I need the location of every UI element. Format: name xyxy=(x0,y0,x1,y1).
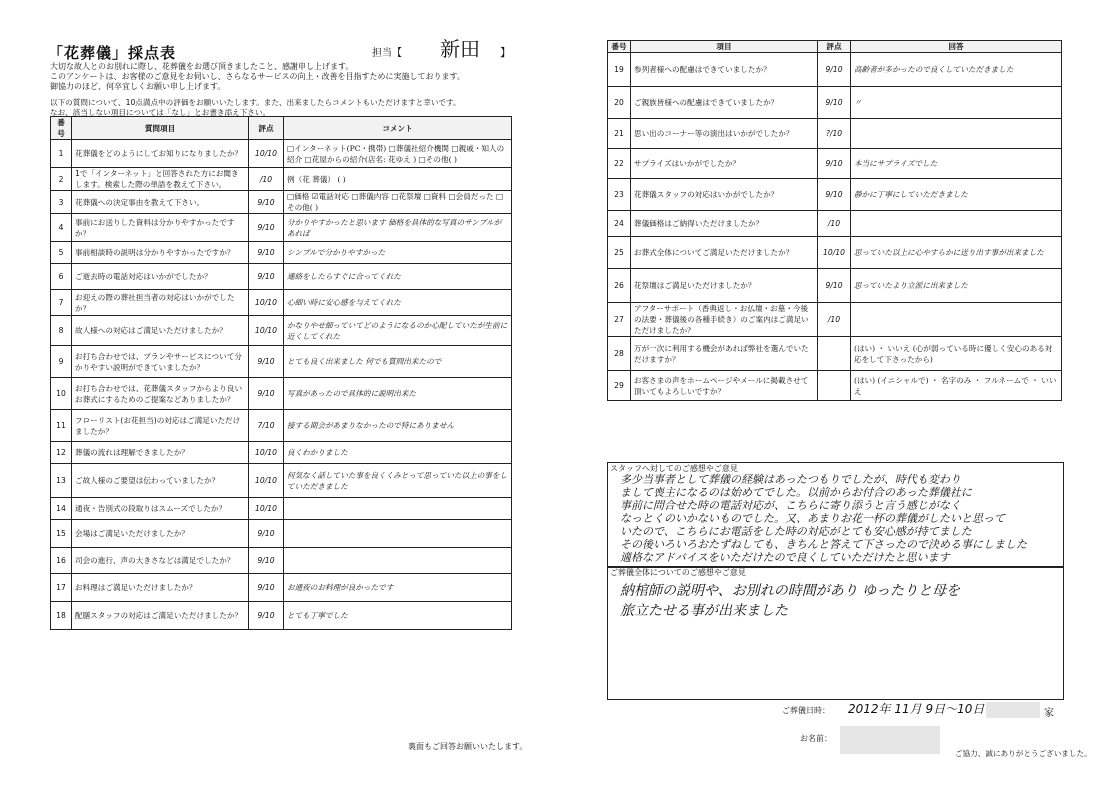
feedback-line: その後いろいろおたずねしても、きちんと答えて下さったので決める事にしました xyxy=(620,538,1027,551)
question-row xyxy=(51,574,512,602)
instruction-line: 以下の質問について、10点満点中の評価をお願いいたします。また、出来ましたらコメントもいただけますと幸いです。 xyxy=(50,98,461,107)
question-text: 司会の進行、声の大きさなどは満足でしたか？ xyxy=(72,548,249,574)
score-value: 10/10 xyxy=(249,498,284,520)
question-row xyxy=(51,242,512,264)
question-text: ご逝去時の電話対応はいかがでしたか？ xyxy=(72,264,249,290)
row-number: 21 xyxy=(608,119,631,149)
score-value: 10/10 xyxy=(249,442,284,464)
row-number: 1 xyxy=(51,140,72,168)
row-number: 8 xyxy=(51,316,72,346)
question-row xyxy=(51,378,512,410)
feedback-line: いたので、こちらにお電話をした時の対応がとても安心感が持てました xyxy=(620,525,972,538)
answer-row xyxy=(608,53,1062,87)
intro-text xyxy=(50,62,510,92)
header-no: 番号 xyxy=(51,117,72,140)
row-number: 5 xyxy=(51,242,72,264)
score-value xyxy=(818,337,851,371)
name-label: お名前： xyxy=(800,734,832,743)
header-item: 項目 xyxy=(631,41,818,53)
answer-row xyxy=(608,337,1062,371)
intro-line: このアンケートは、お客様のご意見をお伺いし、さらなるサービスの向上・改善を目指すために実施しております。 xyxy=(50,72,465,81)
question-row xyxy=(51,140,512,168)
answer-text: 静かに丁寧にしていただきました xyxy=(851,179,1062,211)
header-question: 質問項目 xyxy=(72,117,249,140)
row-number: 27 xyxy=(608,303,631,337)
question-text: 事前相談時の説明は分かりやすかったですか？ xyxy=(72,242,249,264)
row-number: 15 xyxy=(51,520,72,548)
comment-text: □インターネット(PC・携帯) □葬儀社紹介機関 □親戚・知人の紹介 □花屋からの紹介(店名: 花ゆえ ) □その他( ) xyxy=(284,140,512,168)
staff-label: 担当【 xyxy=(372,48,402,59)
score-value: 9/10 xyxy=(249,191,284,214)
staff-name: 新田 xyxy=(440,37,480,61)
score-value: /10 xyxy=(818,211,851,237)
score-value: 9/10 xyxy=(249,602,284,630)
question-text: フローリスト(お花担当)の対応はご満足いただけましたか？ xyxy=(72,410,249,442)
overall-feedback-label: ご葬儀全体についてのご感想やご意見 xyxy=(610,568,746,577)
row-number: 4 xyxy=(51,214,72,242)
question-text: 通夜・告別式の段取りはスムーズでしたか？ xyxy=(72,498,249,520)
score-value: 9/10 xyxy=(249,346,284,378)
staff-bracket-close: 】 xyxy=(500,46,511,59)
question-row xyxy=(51,520,512,548)
question-row xyxy=(51,464,512,498)
score-value: ?/10 xyxy=(818,119,851,149)
score-value: 9/10 xyxy=(249,378,284,410)
score-value: 9/10 xyxy=(249,264,284,290)
score-value: 7/10 xyxy=(249,410,284,442)
answer-row xyxy=(608,211,1062,237)
question-row xyxy=(51,442,512,464)
thanks-text: ご協力、誠にありがとうございました。 xyxy=(955,749,1092,758)
overall-feedback-box xyxy=(607,566,1064,700)
row-number: 19 xyxy=(608,53,631,87)
overall-feedback-text xyxy=(620,581,960,621)
score-value: 9/10 xyxy=(818,87,851,119)
row-number: 11 xyxy=(51,410,72,442)
question-text: 花葬儀への決定事由を教えて下さい。 xyxy=(72,191,249,214)
question-text: お打ち合わせでは、花葬儀スタッフからより良いお葬式にするためのご提案などありましたか？ xyxy=(72,378,249,410)
answer-text: 〃 xyxy=(851,87,1062,119)
score-value: 10/10 xyxy=(249,290,284,316)
answer-text: (はい) (イニシャルで) ・ 名字のみ ・ フルネームで ・ いいえ xyxy=(851,371,1062,401)
row-number: 6 xyxy=(51,264,72,290)
answer-text: (はい) ・ いいえ (心が弱っている時に優しく安心のある対応をして下さったから) xyxy=(851,337,1062,371)
comment-text: お通夜のお料理が良かったです xyxy=(284,574,512,602)
comment-text xyxy=(284,548,512,574)
row-number: 28 xyxy=(608,337,631,371)
score-value: 10/10 xyxy=(249,140,284,168)
question-text: 事前にお送りした資料は分かりやすかったですか？ xyxy=(72,214,249,242)
score-value: 9/10 xyxy=(818,179,851,211)
row-number: 9 xyxy=(51,346,72,378)
question-row xyxy=(51,316,512,346)
intro-line: 御協力のほど、何卒宜しくお願い申し上げます。 xyxy=(50,82,226,91)
score-value: 9/10 xyxy=(249,520,284,548)
question-text: 配膳スタッフの対応はご満足いただけましたか？ xyxy=(72,602,249,630)
feedback-line: なっとくのいかないものでした。又、あまりお花一杯の葬儀がしたいと思って xyxy=(620,512,1005,525)
feedback-line: 事前に問合せた時の電話対応が、こちらに寄り添うと言う感じがなく xyxy=(620,499,961,512)
score-value: 10/10 xyxy=(818,237,851,269)
question-row xyxy=(51,602,512,630)
question-row xyxy=(51,548,512,574)
comment-text: □価格 ☑電話対応 □葬儀内容 □花祭壇 □資料 □会員だった □その他( ) xyxy=(284,191,512,214)
question-row xyxy=(51,191,512,214)
answer-text xyxy=(851,119,1062,149)
question-row xyxy=(51,214,512,242)
feedback-line: 適格なアドバイスをいただけたので良くしていただけたと思います xyxy=(620,551,950,564)
feedback-line: まして喪主になるのは始めてでした。以前からお付合のあった葬儀社に xyxy=(620,486,972,499)
item-text: サプライズはいかがでしたか？ xyxy=(631,149,818,179)
staff-feedback-box xyxy=(607,462,1064,568)
instructions xyxy=(50,98,510,118)
redacted-name xyxy=(840,726,940,754)
question-text: ご故人様のご要望は伝わっていましたか？ xyxy=(72,464,249,498)
instruction-line: なお、該当しない項目については「なし」とお書き添え下さい。 xyxy=(50,108,271,117)
comment-text: かなりやせ細っていてどのようになるのか心配していたが生前に近くしてくれた xyxy=(284,316,512,346)
answer-table xyxy=(607,40,1062,401)
answer-text xyxy=(851,211,1062,237)
comment-text: とても丁寧でした xyxy=(284,602,512,630)
row-number: 2 xyxy=(51,168,72,191)
answer-row xyxy=(608,119,1062,149)
comment-text: シンプルで分かりやすかった xyxy=(284,242,512,264)
score-value: 10/10 xyxy=(249,316,284,346)
question-text: 葬儀の流れは理解できましたか？ xyxy=(72,442,249,464)
answer-text xyxy=(851,303,1062,337)
row-number: 16 xyxy=(51,548,72,574)
score-value: 9/10 xyxy=(249,214,284,242)
question-text: 故人様への対応はご満足いただけましたか？ xyxy=(72,316,249,346)
item-text: 万が一次に利用する機会があれば弊社を選んでいただけますか？ xyxy=(631,337,818,371)
question-table xyxy=(50,116,512,630)
score-value: /10 xyxy=(818,303,851,337)
staff-feedback-label: スタッフへ対してのご感想やご意見 xyxy=(610,464,738,473)
row-number: 10 xyxy=(51,378,72,410)
item-text: 葬儀価格はご納得いただけましたか？ xyxy=(631,211,818,237)
answer-row xyxy=(608,237,1062,269)
answer-row xyxy=(608,87,1062,119)
score-value: /10 xyxy=(249,168,284,191)
row-number: 18 xyxy=(51,602,72,630)
comment-text xyxy=(284,520,512,548)
answer-row xyxy=(608,303,1062,337)
row-number: 14 xyxy=(51,498,72,520)
row-number: 22 xyxy=(608,149,631,179)
header-score: 評点 xyxy=(818,41,851,53)
question-row xyxy=(51,410,512,442)
question-row xyxy=(51,346,512,378)
staff-feedback-text xyxy=(620,473,1027,564)
row-number: 3 xyxy=(51,191,72,214)
comment-text: とても良く出来ました 何でも質問出来たので xyxy=(284,346,512,378)
row-number: 29 xyxy=(608,371,631,401)
feedback-line: 旅立たせる事が出来ました xyxy=(620,603,788,619)
answer-text: 思っていたより立派に出来ました xyxy=(851,269,1062,303)
answer-text: 思っていた以上に心やすらかに送り出す事が出来ました xyxy=(851,237,1062,269)
item-text: 思い出のコーナー等の演出はいかがでしたか？ xyxy=(631,119,818,149)
header-score: 評点 xyxy=(249,117,284,140)
question-row xyxy=(51,264,512,290)
answer-text: 高齢者が多かったので良くしていただきました xyxy=(851,53,1062,87)
form-title: 「花葬儀」採点表 xyxy=(48,44,177,62)
date-value: 2012年 11月 9日〜10日 xyxy=(848,702,985,716)
row-number: 26 xyxy=(608,269,631,303)
score-value: 9/10 xyxy=(249,574,284,602)
score-value: 9/10 xyxy=(249,242,284,264)
question-text: お打ち合わせでは、プランやサービスについて分かりやすい説明ができていましたか？ xyxy=(72,346,249,378)
redacted-family-name xyxy=(986,702,1040,718)
question-text: お料理はご満足いただけましたか？ xyxy=(72,574,249,602)
row-number: 24 xyxy=(608,211,631,237)
question-text: 会場はご満足いただけましたか？ xyxy=(72,520,249,548)
row-number: 25 xyxy=(608,237,631,269)
header-answer: 回答 xyxy=(851,41,1062,53)
row-number: 20 xyxy=(608,87,631,119)
comment-text: 連絡をしたらすぐに合ってくれた xyxy=(284,264,512,290)
question-row xyxy=(51,498,512,520)
item-text: 花祭壇はご満足いただけましたか？ xyxy=(631,269,818,303)
score-value: 9/10 xyxy=(818,149,851,179)
question-text: お迎えの際の葬社担当者の対応はいかがでしたか？ xyxy=(72,290,249,316)
question-text: 1で「インターネット」と回答された方にお聞きします。検索した際の単語を教えて下さい。 xyxy=(72,168,249,191)
row-number: 23 xyxy=(608,179,631,211)
row-number: 17 xyxy=(51,574,72,602)
comment-text xyxy=(284,498,512,520)
comment-text: 写真があったので具体的に説明出来た xyxy=(284,378,512,410)
score-value: 10/10 xyxy=(249,464,284,498)
comment-text: 接する期会があまりなかったので特にありません xyxy=(284,410,512,442)
row-number: 12 xyxy=(51,442,72,464)
row-number: 7 xyxy=(51,290,72,316)
item-text: 花葬儀スタッフの対応はいかがでしたか？ xyxy=(631,179,818,211)
comment-text: 例（花 葬儀） ( ) xyxy=(284,168,512,191)
item-text: お客さまの声をホームページやメールに掲載させて頂いてもよろしいですか？ xyxy=(631,371,818,401)
item-text: お葬式全体についてご満足いただけましたか？ xyxy=(631,237,818,269)
comment-text: 心細い時に安心感を与えてくれた xyxy=(284,290,512,316)
score-value: 9/10 xyxy=(249,548,284,574)
answer-row xyxy=(608,179,1062,211)
comment-text: 何気なく話していた事を良くくみとって思っていた以上の事をしていただきました xyxy=(284,464,512,498)
item-text: ご親族皆様への配慮はできていましたか？ xyxy=(631,87,818,119)
header-comment: コメント xyxy=(284,117,512,140)
score-value xyxy=(818,371,851,401)
item-text: アフターサポート（香典返し・お仏壇・お墓・今後の法要・葬儀後の各種手続き）のご案内はご満足いただけましたか？ xyxy=(631,303,818,337)
header-no: 番号 xyxy=(608,41,631,53)
question-text: 花葬儀をどのようにしてお知りになりましたか？ xyxy=(72,140,249,168)
comment-text: 分かりやすかったと思います 価格を具体的な写真のサンプルがあれば xyxy=(284,214,512,242)
answer-text: 本当にサプライズでした xyxy=(851,149,1062,179)
date-label: ご葬儀日時： xyxy=(782,706,830,715)
question-row xyxy=(51,168,512,191)
question-row xyxy=(51,290,512,316)
row-number: 13 xyxy=(51,464,72,498)
answer-row xyxy=(608,269,1062,303)
item-text: 参列者様への配慮はできていましたか？ xyxy=(631,53,818,87)
score-value: 9/10 xyxy=(818,53,851,87)
feedback-line: 多少当事者として葬儀の経験はあったつもりでしたが、時代も変わり xyxy=(620,473,961,486)
feedback-line: 納棺師の説明や、お別れの時間があり ゆったりと母を xyxy=(620,583,961,599)
intro-line: 大切な故人とのお別れに際し、花葬儀をお選び頂きましたこと、感謝申し上げます。 xyxy=(50,62,354,71)
house-suffix: 家 xyxy=(1044,708,1054,719)
answer-row xyxy=(608,371,1062,401)
footer-note: 裏面もご回答お願いいたします。 xyxy=(408,742,528,751)
answer-row xyxy=(608,149,1062,179)
score-value: 9/10 xyxy=(818,269,851,303)
comment-text: 良くわかりました xyxy=(284,442,512,464)
